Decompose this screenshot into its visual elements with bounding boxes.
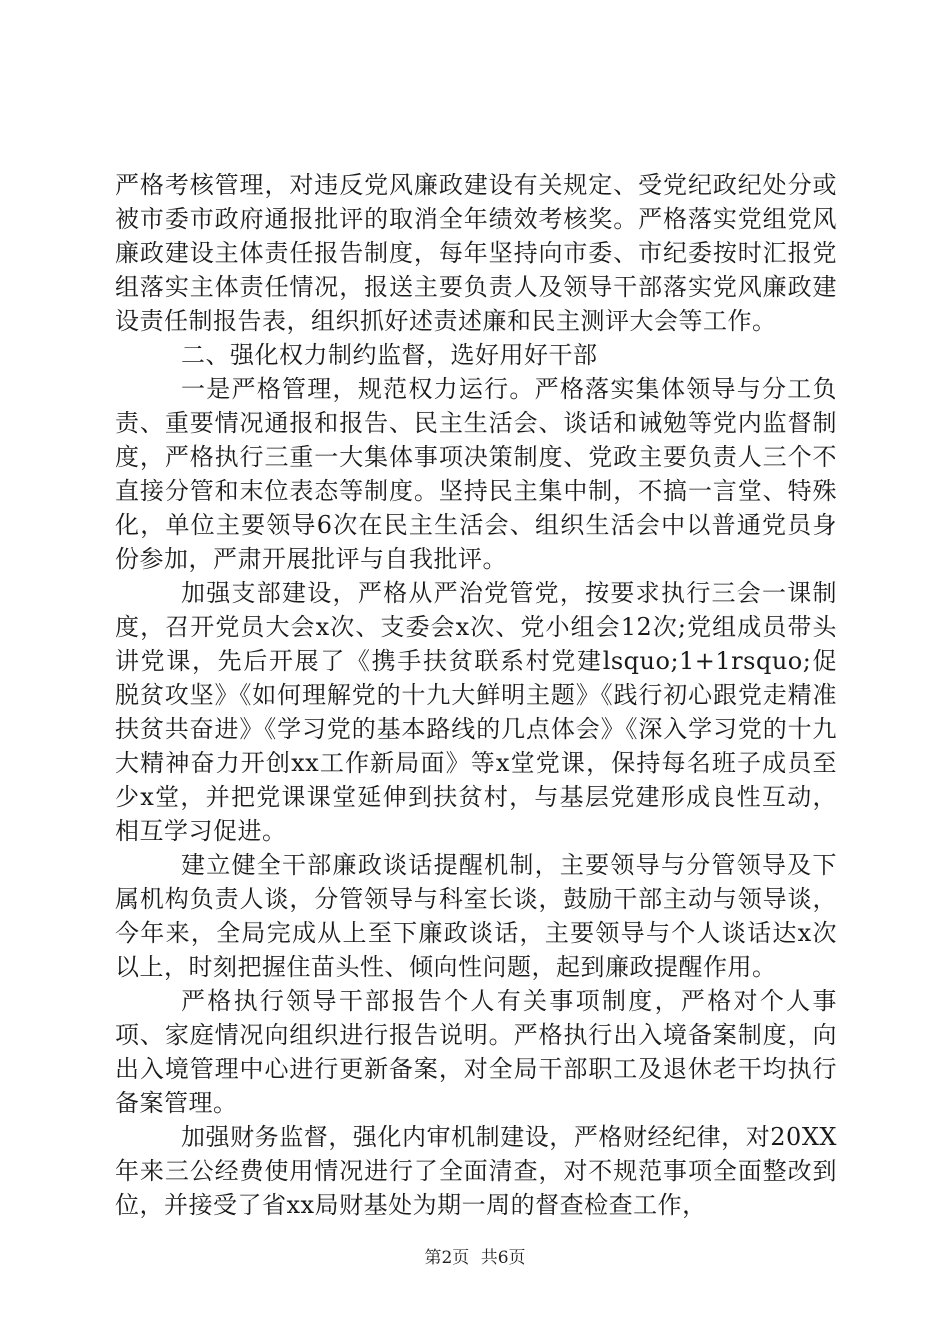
paragraph-1: 严格考核管理，对违反党风廉政建设有关规定、受党纪政纪处分或被市委市政府通报批评的取消全年绩效考核奖。严格落实党组党风廉政建设主体责任报告制度，每年坚持向市委、市纪委按时汇报党组落实主体责任情况，报送主要负责人及领导干部落实党风廉政建设责任制报告表，组织抓好述责述廉和民主测评大会等工作。 [115,171,837,335]
paragraph-3: 一是严格管理，规范权力运行。严格落实集体领导与分工负责、重要情况通报和报告、民主生活会、谈话和诫勉等党内监督制度，严格执行三重一大集体事项决策制度、党政主要负责人三个不直接分管和末位表态等制度。坚持民主集中制，不搞一言堂、特殊化，单位主要领导6次在民主生活会、组织生活会中以普通党员身份参加，严肃开展批评与自我批评。 [115,375,837,573]
page-total: 共6页 [480,1248,526,1268]
paragraph-7: 加强财务监督，强化内审机制建设，严格财经纪律，对20XX年来三公经费使用情况进行了全面清查，对不规范事项全面整改到位，并接受了省xx局财基处为期一周的督查检查工作， [115,1123,837,1219]
paragraph-5: 建立健全干部廉政谈话提醒机制，主要领导与分管领导及下属机构负责人谈，分管领导与科室长谈，鼓励干部主动与领导谈，今年来，全局完成从上至下廉政谈话，主要领导与个人谈话达x次以上，时刻把握住苗头性、倾向性问题，起到廉政提醒作用。 [115,851,837,981]
page-footer [0,1243,950,1268]
paragraph-6: 严格执行领导干部报告个人有关事项制度，严格对个人事项、家庭情况向组织进行报告说明。严格执行出入境备案制度，向出入境管理中心进行更新备案，对全局干部职工及退休老干均执行备案管理。 [115,987,837,1117]
page-number: 第2页 [424,1248,470,1268]
paragraph-4: 加强支部建设，严格从严治党管党，按要求执行三会一课制度，召开党员大会x次、支委会x次、党小组会12次;党组成员带头讲党课，先后开展了《携手扶贫联系村党建lsquo;1+1rsquo;促脱贫攻坚》《如何理解党的十九大鲜明主题》《践行初心跟党走精准扶贫共奋进》《学习党的基本路线的几点体会》《深入学习党的十九大精神奋力开创xx工作新局面》等x堂党课，保持每名班子成员至少x堂，并把党课课堂延伸到扶贫村，与基层党建形成良性互动，相互学习促进。 [115,579,837,845]
section-heading-2: 二、强化权力制约监督，选好用好干部 [181,341,598,369]
document-body [115,168,837,1222]
